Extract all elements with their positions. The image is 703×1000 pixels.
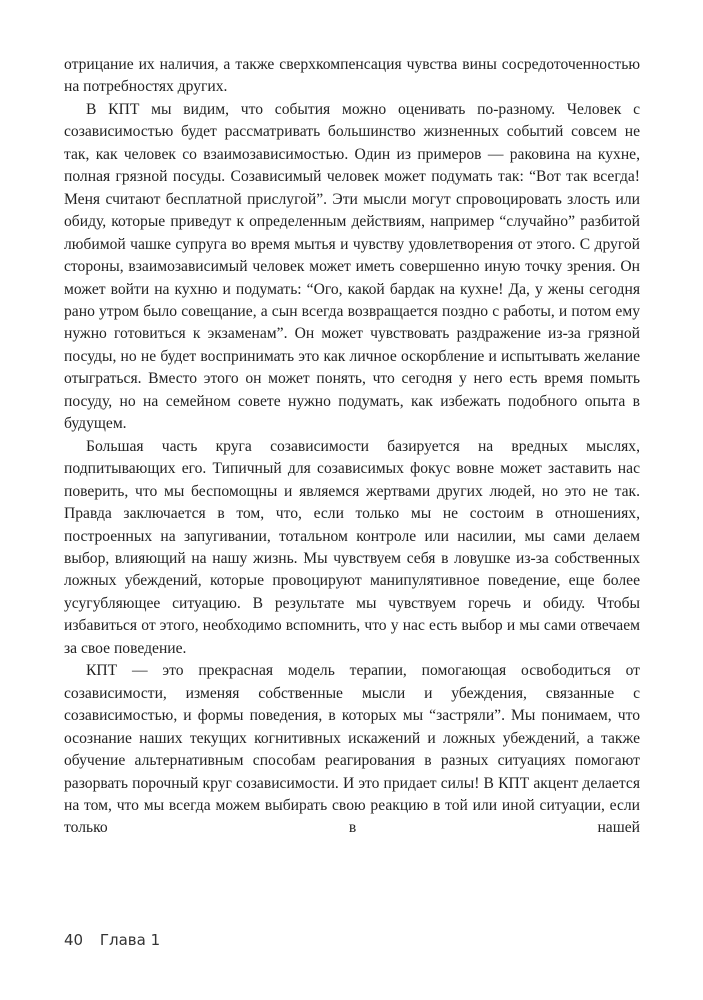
page-number: 40 — [64, 931, 84, 949]
chapter-label: Глава 1 — [99, 931, 161, 949]
paragraph-4: КПТ — это прекрасная модель терапии, помогающая освободиться от созависимости, изменяя собственные мысли и убеждения, связанные с созависимостью, и формы поведения, в которых мы “застряли”. Мы понимаем, что осознание наших текущих когнитивных искажений и ложных убеждений, а также обучение альтернативным способам реагирования в разных ситуациях помогают разорвать порочный круг созависимости. И это придает силы! В КПТ акцент делается на том, что мы всегда можем выбирать свою реакцию в той или иной ситуации, если только в нашей — [64, 662, 640, 837]
paragraph-1: отрицание их наличия, а также сверхкомпенсация чувства вины сосредоточенностью на потребностях других. — [64, 56, 640, 96]
body-text — [64, 54, 640, 840]
paragraph-2: В КПТ мы видим, что события можно оценивать по-разному. Человек с созависимостью будет рассматривать большинство жизненных событий совсем не так, как человек со взаимозависимостью. Один из примеров — раковина на кухне, полная грязной посуды. Созависимый человек может подумать так: “Вот так всегда! Меня считают бесплатной прислугой”. Эти мысли могут спровоцировать злость или обиду, которые приведут к определенным действиям, например “случайно” разбитой любимой чашке супруга во время мытья и чувству удовлетворения от этого. С другой стороны, взаимозависимый человек может иметь совершенно иную точку зрения. Он может войти на кухню и подумать: “Ого, какой бардак на кухне! Да, у жены сегодня рано утром было совещание, а сын всегда возвращается поздно с работы, и потом ему нужно готовиться к экзаменам”. Он может чувствовать раздражение из-за грязной посуды, но не будет воспринимать это как личное оскорбление и испытывать желание отыграться. Вместо этого он может понять, что сегодня у него есть время помыть посуду, но на семейном совете нужно подумать, как избежать подобного опыта в будущем. — [64, 100, 640, 433]
paragraph-3: Большая часть круга созависимости базируется на вредных мыслях, подпитывающих его. Типичный для созависимых фокус вовне может заставить нас поверить, что мы беспомощны и являемся жертвами других людей, но это не так. Правда заключается в том, что, если только мы не состоим в отношениях, построенных на запугивании, тотальном контроле или насилии, мы сами делаем выбор, влияющий на нашу жизнь. Мы чувствуем себя в ловушке из-за собственных ложных убеждений, которые провоцируют манипулятивное поведение, еще более усугубляющее ситуацию. В результате мы чувствуем горечь и обиду. Чтобы избавиться от этого, необходимо вспомнить, что у нас есть выбор и мы сами отвечаем за свое поведение. — [64, 437, 640, 657]
page-footer — [64, 931, 160, 949]
